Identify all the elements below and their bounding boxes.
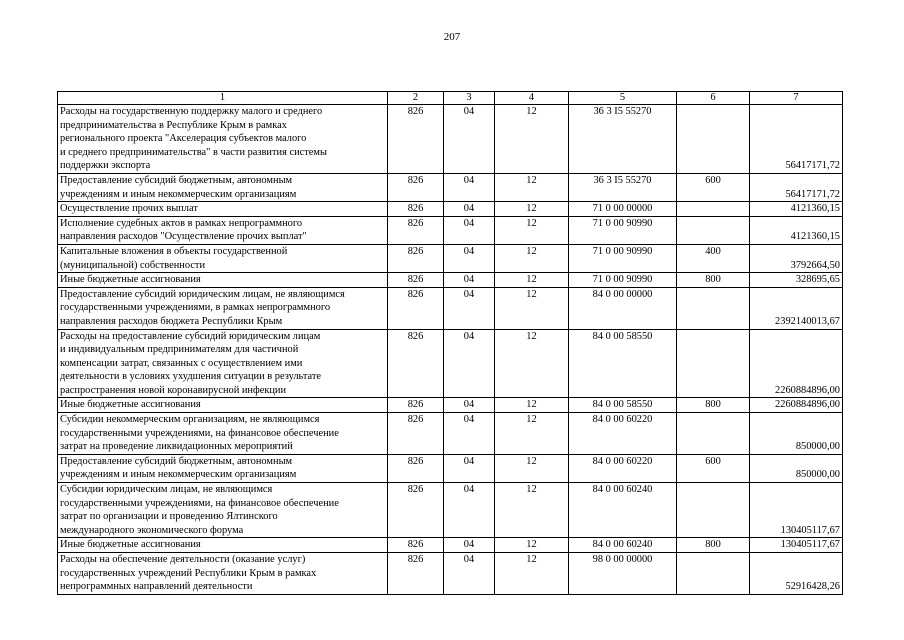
row-name-cell: Предоставление субсидий бюджетным, автономным учреждениям и иным некоммерческим организациям bbox=[58, 454, 388, 482]
table-row bbox=[58, 273, 843, 288]
amount-cell: 2260884896,00 bbox=[750, 329, 843, 398]
row-name-cell: Иные бюджетные ассигнования bbox=[58, 398, 388, 413]
section-code-cell: 04 bbox=[444, 105, 495, 174]
amount-cell: 850000,00 bbox=[750, 413, 843, 455]
expense-type-cell bbox=[677, 216, 750, 244]
expense-type-cell: 800 bbox=[677, 273, 750, 288]
table-row bbox=[58, 538, 843, 553]
ministry-code-cell: 826 bbox=[388, 553, 444, 595]
target-article-cell: 84 0 00 58550 bbox=[569, 329, 677, 398]
target-article-cell: 71 0 00 90990 bbox=[569, 244, 677, 272]
row-name-cell: Иные бюджетные ассигнования bbox=[58, 273, 388, 288]
section-code-cell: 04 bbox=[444, 483, 495, 538]
table-row bbox=[58, 287, 843, 329]
expense-type-cell: 800 bbox=[677, 538, 750, 553]
row-name-cell: Иные бюджетные ассигнования bbox=[58, 538, 388, 553]
section-code-cell: 04 bbox=[444, 553, 495, 595]
expense-type-cell bbox=[677, 413, 750, 455]
column-header: 6 bbox=[677, 92, 750, 105]
ministry-code-cell: 826 bbox=[388, 413, 444, 455]
amount-cell: 56417171,72 bbox=[750, 105, 843, 174]
amount-cell: 130405117,67 bbox=[750, 538, 843, 553]
table-row bbox=[58, 553, 843, 595]
expense-type-cell: 600 bbox=[677, 454, 750, 482]
row-name-cell: Исполнение судебных актов в рамках непрограммного направления расходов "Осуществление прочих выплат" bbox=[58, 216, 388, 244]
subsection-code-cell: 12 bbox=[495, 483, 569, 538]
row-name-cell: Расходы на предоставление субсидий юридическим лицам и индивидуальным предпринимателям для частичной компенсации затрат, связанных с осуществлением ими деятельности в условиях ухудшения ситуации в результате распространения новой коронавирусной инфекции bbox=[58, 329, 388, 398]
ministry-code-cell: 826 bbox=[388, 244, 444, 272]
section-code-cell: 04 bbox=[444, 244, 495, 272]
row-name-cell: Расходы на государственную поддержку малого и среднего предпринимательства в Республике Крым в рамках регионального проекта "Акселерация субъектов малого и среднего предпринимательства" в части развития системы поддержки экспорта bbox=[58, 105, 388, 174]
expense-type-cell: 800 bbox=[677, 398, 750, 413]
target-article-cell: 36 3 I5 55270 bbox=[569, 173, 677, 201]
ministry-code-cell: 826 bbox=[388, 398, 444, 413]
target-article-cell: 84 0 00 60220 bbox=[569, 413, 677, 455]
subsection-code-cell: 12 bbox=[495, 287, 569, 329]
ministry-code-cell: 826 bbox=[388, 173, 444, 201]
expense-type-cell bbox=[677, 329, 750, 398]
table-header-row bbox=[58, 92, 843, 105]
expense-type-cell bbox=[677, 202, 750, 217]
expense-type-cell bbox=[677, 483, 750, 538]
section-code-cell: 04 bbox=[444, 454, 495, 482]
table-row bbox=[58, 398, 843, 413]
subsection-code-cell: 12 bbox=[495, 273, 569, 288]
section-code-cell: 04 bbox=[444, 398, 495, 413]
row-name-cell: Субсидии некоммерческим организациям, не являющимся государственными учреждениями, на финансовое обеспечение затрат на проведение ликвидационных мероприятий bbox=[58, 413, 388, 455]
subsection-code-cell: 12 bbox=[495, 105, 569, 174]
target-article-cell: 71 0 00 90990 bbox=[569, 273, 677, 288]
column-header: 7 bbox=[750, 92, 843, 105]
column-header: 3 bbox=[444, 92, 495, 105]
target-article-cell: 71 0 00 90990 bbox=[569, 216, 677, 244]
expense-type-cell: 600 bbox=[677, 173, 750, 201]
subsection-code-cell: 12 bbox=[495, 216, 569, 244]
section-code-cell: 04 bbox=[444, 173, 495, 201]
row-name-cell: Расходы на обеспечение деятельности (оказание услуг) государственных учреждений Республики Крым в рамках непрограммных направлений деятельности bbox=[58, 553, 388, 595]
table-row bbox=[58, 454, 843, 482]
table-row bbox=[58, 329, 843, 398]
subsection-code-cell: 12 bbox=[495, 173, 569, 201]
page-number: 207 bbox=[443, 31, 461, 43]
subsection-code-cell: 12 bbox=[495, 413, 569, 455]
section-code-cell: 04 bbox=[444, 287, 495, 329]
subsection-code-cell: 12 bbox=[495, 244, 569, 272]
expense-type-cell: 400 bbox=[677, 244, 750, 272]
subsection-code-cell: 12 bbox=[495, 202, 569, 217]
target-article-cell: 84 0 00 58550 bbox=[569, 398, 677, 413]
subsection-code-cell: 12 bbox=[495, 329, 569, 398]
column-header: 4 bbox=[495, 92, 569, 105]
ministry-code-cell: 826 bbox=[388, 105, 444, 174]
ministry-code-cell: 826 bbox=[388, 202, 444, 217]
section-code-cell: 04 bbox=[444, 329, 495, 398]
table-row bbox=[58, 216, 843, 244]
column-header: 1 bbox=[58, 92, 388, 105]
amount-cell: 4121360,15 bbox=[750, 202, 843, 217]
amount-cell: 328695,65 bbox=[750, 273, 843, 288]
section-code-cell: 04 bbox=[444, 273, 495, 288]
amount-cell: 2392140013,67 bbox=[750, 287, 843, 329]
ministry-code-cell: 826 bbox=[388, 483, 444, 538]
subsection-code-cell: 12 bbox=[495, 454, 569, 482]
row-name-cell: Субсидии юридическим лицам, не являющимся государственными учреждениями, на финансовое обеспечение затрат по организации и проведению Ялтинского международного экономического форума bbox=[58, 483, 388, 538]
target-article-cell: 84 0 00 00000 bbox=[569, 287, 677, 329]
table-row bbox=[58, 413, 843, 455]
row-name-cell: Предоставление субсидий бюджетным, автономным учреждениям и иным некоммерческим организациям bbox=[58, 173, 388, 201]
budget-table bbox=[57, 91, 843, 595]
table-row bbox=[58, 244, 843, 272]
expense-type-cell bbox=[677, 105, 750, 174]
ministry-code-cell: 826 bbox=[388, 287, 444, 329]
ministry-code-cell: 826 bbox=[388, 329, 444, 398]
amount-cell: 850000,00 bbox=[750, 454, 843, 482]
table-row bbox=[58, 105, 843, 174]
section-code-cell: 04 bbox=[444, 202, 495, 217]
section-code-cell: 04 bbox=[444, 538, 495, 553]
table-row bbox=[58, 173, 843, 201]
section-code-cell: 04 bbox=[444, 216, 495, 244]
amount-cell: 2260884896,00 bbox=[750, 398, 843, 413]
target-article-cell: 71 0 00 00000 bbox=[569, 202, 677, 217]
target-article-cell: 84 0 00 60240 bbox=[569, 483, 677, 538]
amount-cell: 3792664,50 bbox=[750, 244, 843, 272]
expense-type-cell bbox=[677, 553, 750, 595]
ministry-code-cell: 826 bbox=[388, 216, 444, 244]
target-article-cell: 84 0 00 60220 bbox=[569, 454, 677, 482]
ministry-code-cell: 826 bbox=[388, 538, 444, 553]
row-name-cell: Капитальные вложения в объекты государственной (муниципальной) собственности bbox=[58, 244, 388, 272]
subsection-code-cell: 12 bbox=[495, 538, 569, 553]
target-article-cell: 84 0 00 60240 bbox=[569, 538, 677, 553]
column-header: 5 bbox=[569, 92, 677, 105]
ministry-code-cell: 826 bbox=[388, 454, 444, 482]
ministry-code-cell: 826 bbox=[388, 273, 444, 288]
subsection-code-cell: 12 bbox=[495, 398, 569, 413]
target-article-cell: 98 0 00 00000 bbox=[569, 553, 677, 595]
amount-cell: 4121360,15 bbox=[750, 216, 843, 244]
expense-type-cell bbox=[677, 287, 750, 329]
target-article-cell: 36 3 I5 55270 bbox=[569, 105, 677, 174]
row-name-cell: Осуществление прочих выплат bbox=[58, 202, 388, 217]
amount-cell: 52916428,26 bbox=[750, 553, 843, 595]
section-code-cell: 04 bbox=[444, 413, 495, 455]
amount-cell: 130405117,67 bbox=[750, 483, 843, 538]
table-row bbox=[58, 202, 843, 217]
table-row bbox=[58, 483, 843, 538]
row-name-cell: Предоставление субсидий юридическим лицам, не являющимся государственными учреждениями, в рамках непрограммного направления расходов бюджета Республики Крым bbox=[58, 287, 388, 329]
column-header: 2 bbox=[388, 92, 444, 105]
amount-cell: 56417171,72 bbox=[750, 173, 843, 201]
subsection-code-cell: 12 bbox=[495, 553, 569, 595]
